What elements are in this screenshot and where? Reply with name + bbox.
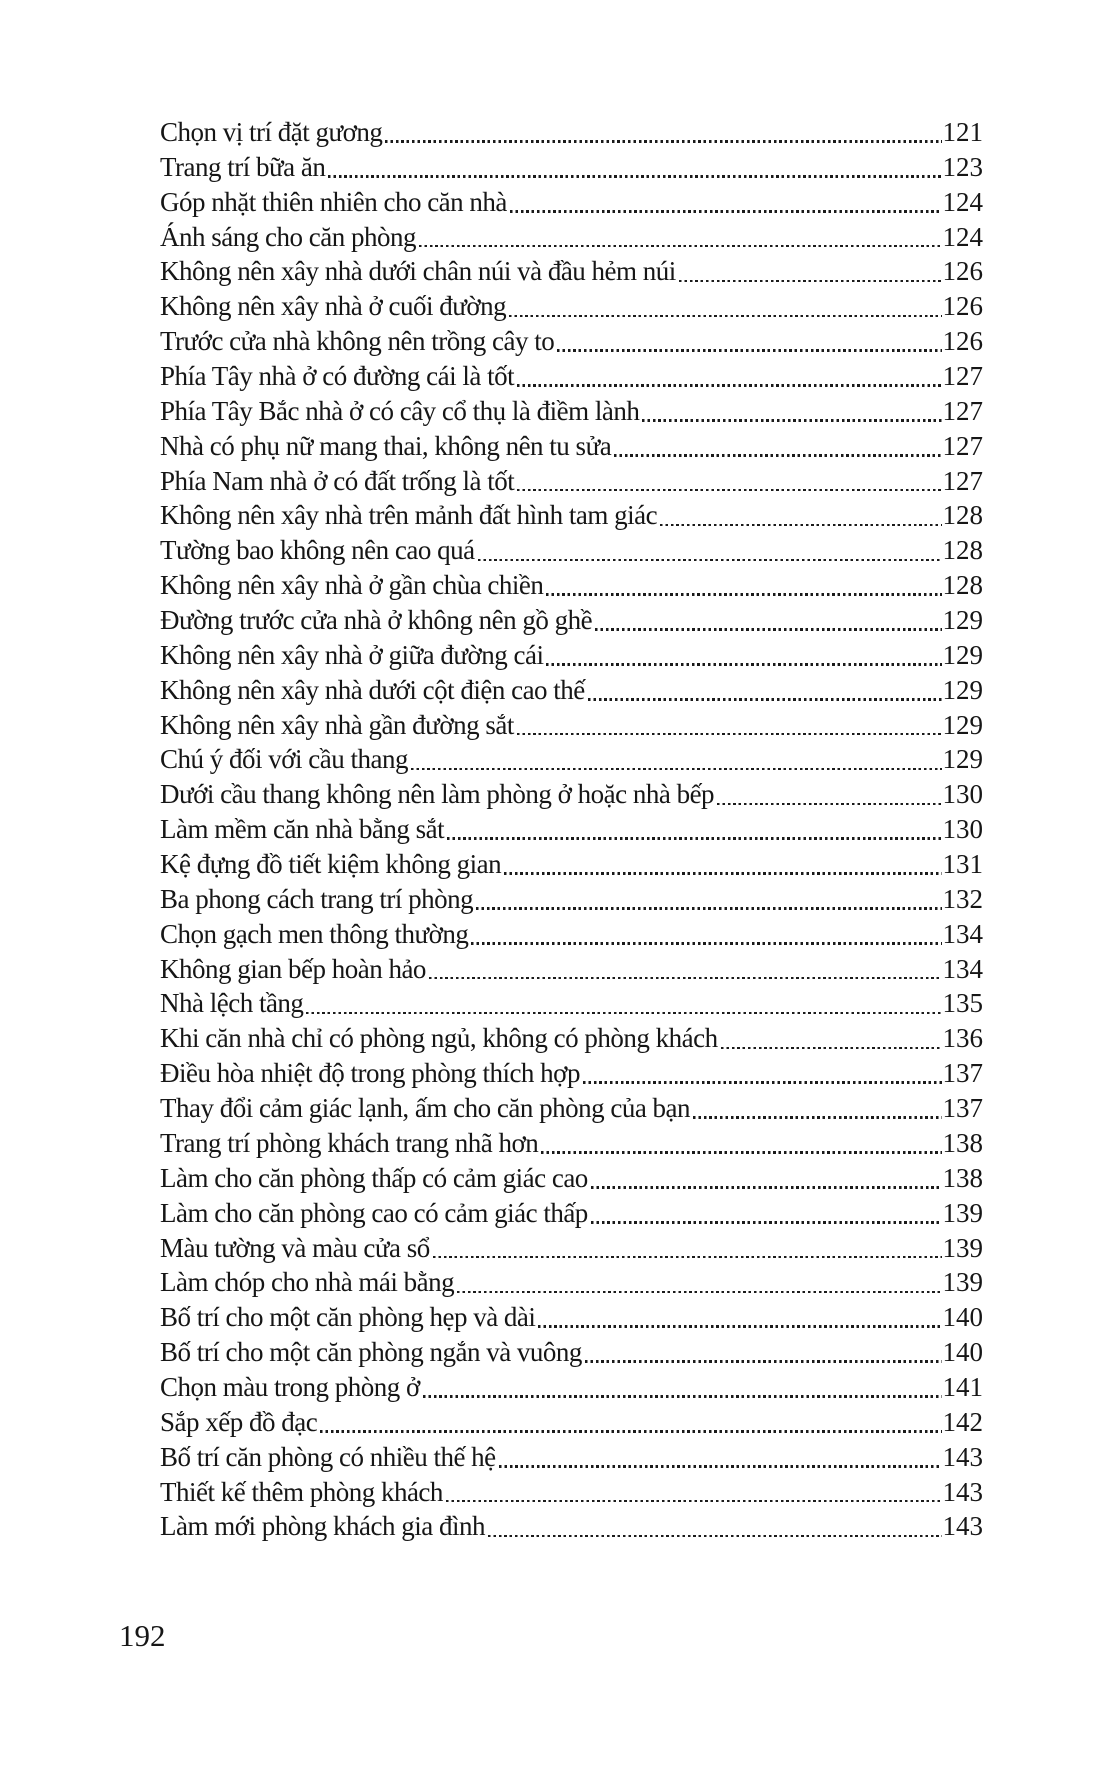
toc-entry-page: 132 [942,883,983,914]
toc-entry [160,568,983,603]
toc-list [160,115,983,1544]
toc-entry [160,742,983,777]
toc-entry-page: 136 [942,1023,983,1054]
toc-entry-title: Chú ý đối với cầu thang [160,744,408,775]
toc-entry-title: Làm mới phòng khách gia đình [160,1511,485,1542]
toc-entry [160,254,983,289]
toc-entry-page: 143 [942,1511,983,1542]
toc-entry-title: Trang trí phòng khách trang nhã hơn [160,1127,539,1158]
dot-leader [320,1405,941,1440]
dot-leader [446,1475,942,1510]
toc-entry-title: Đường trước cửa nhà ở không nên gồ ghề [160,605,593,636]
toc-entry [160,603,983,638]
toc-entry-page: 126 [942,256,983,287]
toc-entry-page: 139 [942,1232,983,1263]
toc-entry [160,1196,983,1231]
dot-leader [411,742,942,777]
toc-entry-page: 126 [942,326,983,357]
toc-entry-page: 127 [942,430,983,461]
toc-entry-title: Ba phong cách trang trí phòng [160,883,474,914]
toc-entry-page: 124 [942,221,983,252]
toc-entry-page: 127 [942,361,983,392]
toc-entry-page: 129 [942,709,983,740]
toc-entry-page: 127 [942,465,983,496]
toc-entry [160,882,983,917]
toc-entry-page: 129 [942,674,983,705]
toc-entry-page: 142 [942,1406,983,1437]
toc-entry-page: 134 [942,918,983,949]
toc-entry [160,324,983,359]
dot-leader [614,429,941,464]
dot-leader [660,498,941,533]
toc-entry-page: 143 [942,1476,983,1507]
toc-entry-title: Làm cho căn phòng cao có cảm giác thấp [160,1197,588,1228]
toc-entry [160,359,983,394]
toc-entry [160,498,983,533]
toc-entry [160,986,983,1021]
dot-leader [478,533,942,568]
toc-entry-page: 140 [942,1337,983,1368]
dot-leader [499,1440,942,1475]
dot-leader [429,952,942,987]
toc-entry-page: 131 [942,849,983,880]
toc-entry-title: Làm cho căn phòng thấp có cảm giác cao [160,1162,588,1193]
toc-entry-title: Phía Tây Bắc nhà ở có cây cổ thụ là điềm lành [160,395,640,426]
dot-leader [419,220,942,255]
toc-entry-title: Thiết kế thêm phòng khách [160,1476,443,1507]
toc-entry-title: Không nên xây nhà gần đường sắt [160,709,514,740]
toc-entry-title: Góp nhặt thiên nhiên cho căn nhà [160,186,507,217]
toc-entry-title: Phía Nam nhà ở có đất trống là tốt [160,465,515,496]
toc-entry-page: 140 [942,1302,983,1333]
toc-entry [160,917,983,952]
toc-entry-page: 135 [942,988,983,1019]
toc-entry-title: Thay đổi cảm giác lạnh, ấm cho căn phòng của bạn [160,1093,691,1124]
toc-entry-page: 130 [942,779,983,810]
toc-entry [160,1056,983,1091]
dot-leader [510,185,942,220]
toc-entry [160,673,983,708]
dot-leader [476,882,941,917]
dot-leader [642,394,941,429]
toc-entry-page: 137 [942,1058,983,1089]
dot-leader [546,568,941,603]
toc-entry [160,1509,983,1544]
toc-entry-page: 123 [942,151,983,182]
toc-entry [160,429,983,464]
dot-leader [457,1265,941,1300]
toc-entry-title: Nhà có phụ nữ mang thai, không nên tu sửa [160,430,612,461]
toc-entry-title: Làm chóp cho nhà mái bằng [160,1267,455,1298]
dot-leader [693,1091,941,1126]
toc-entry-title: Không nên xây nhà dưới cột điện cao thế [160,674,585,705]
toc-entry-title: Chọn gạch men thông thường [160,918,469,949]
toc-entry-page: 121 [942,117,983,147]
dot-leader [546,638,941,673]
toc-entry-page: 139 [942,1267,983,1298]
toc-entry-title: Dưới cầu thang không nên làm phòng ở hoặc nhà bếp [160,779,715,810]
dot-leader [538,1300,941,1335]
toc-entry [160,1021,983,1056]
toc-entry [160,812,983,847]
toc-entry-page: 128 [942,570,983,601]
toc-entry [160,1440,983,1475]
toc-entry-page: 137 [942,1093,983,1124]
toc-entry-title: Kệ đựng đồ tiết kiệm không gian [160,849,502,880]
dot-leader [591,1196,942,1231]
toc-entry-page: 126 [942,291,983,322]
toc-entry [160,1091,983,1126]
toc-entry [160,1231,983,1266]
toc-entry-title: Không nên xây nhà trên mảnh đất hình tam giác [160,500,658,531]
dot-leader [433,1231,942,1266]
toc-entry [160,1126,983,1161]
dot-leader [423,1370,942,1405]
toc-entry-page: 138 [942,1127,983,1158]
toc-entry [160,150,983,185]
toc-entry-title: Phía Tây nhà ở có đường cái là tốt [160,361,515,392]
toc-entry-title: Làm mềm căn nhà bằng sắt [160,814,445,845]
toc-entry [160,185,983,220]
dot-leader [504,847,941,882]
toc-entry-page: 127 [942,395,983,426]
toc-entry [160,533,983,568]
toc-entry-title: Trang trí bữa ăn [160,151,326,182]
toc-entry [160,1475,983,1510]
toc-entry-title: Trước cửa nhà không nên trồng cây to [160,326,555,357]
toc-entry [160,777,983,812]
toc-entry-title: Không nên xây nhà ở cuối đường [160,291,507,322]
toc-entry-title: Nhà lệch tầng [160,988,304,1019]
toc-entry-page: 134 [942,953,983,984]
toc-entry-page: 124 [942,186,983,217]
toc-entry-title: Chọn vị trí đặt gương [160,117,383,147]
dot-leader [679,254,942,289]
dot-leader [557,324,941,359]
dot-leader [583,1056,942,1091]
toc-entry-title: Không gian bếp hoàn hảo [160,953,426,984]
toc-entry-page: 141 [942,1371,983,1402]
toc-entry-title: Bố trí cho một căn phòng hẹp và dài [160,1302,536,1333]
toc-entry-page: 130 [942,814,983,845]
toc-entry [160,1265,983,1300]
toc-entry-page: 143 [942,1441,983,1472]
dot-leader [541,1126,941,1161]
dot-leader [385,115,941,150]
toc-entry-title: Khi căn nhà chỉ có phòng ngủ, không có phòng khách [160,1023,718,1054]
toc-entry-title: Không nên xây nhà dưới chân núi và đầu hẻm núi [160,256,676,287]
toc-entry [160,1370,983,1405]
dot-leader [517,464,941,499]
toc-entry-page: 129 [942,605,983,636]
page-number: 192 [119,1618,166,1653]
toc-entry [160,394,983,429]
dot-leader [717,777,941,812]
toc-entry-title: Điều hòa nhiệt độ trong phòng thích hợp [160,1058,580,1089]
dot-leader [328,150,941,185]
toc-entry [160,952,983,987]
toc-entry-title: Không nên xây nhà ở giữa đường cái [160,639,544,670]
toc-entry-title: Bố trí căn phòng có nhiều thế hệ [160,1441,496,1472]
dot-leader [721,1021,942,1056]
dot-leader [447,812,941,847]
dot-leader [306,986,941,1021]
toc-entry [160,115,983,150]
toc-entry-title: Chọn màu trong phòng ở [160,1371,420,1402]
toc-entry [160,1161,983,1196]
dot-leader [585,1335,942,1370]
toc-entry-page: 129 [942,639,983,670]
toc-entry [160,847,983,882]
toc-entry-page: 139 [942,1197,983,1228]
toc-entry [160,1335,983,1370]
dot-leader [488,1509,942,1544]
toc-entry-page: 128 [942,500,983,531]
toc-entry-title: Màu tường và màu cửa sổ [160,1232,430,1263]
dot-leader [595,603,941,638]
toc-entry [160,1300,983,1335]
dot-leader [588,673,942,708]
dot-leader [517,359,941,394]
dot-leader [509,289,941,324]
toc-entry [160,289,983,324]
toc-entry [160,638,983,673]
toc-entry-title: Sắp xếp đồ đạc [160,1406,318,1437]
toc-entry-title: Ánh sáng cho căn phòng [160,221,416,252]
toc-entry-title: Tường bao không nên cao quá [160,535,475,566]
dot-leader [471,917,941,952]
toc-entry-page: 138 [942,1162,983,1193]
toc-entry [160,1405,983,1440]
toc-entry-page: 128 [942,535,983,566]
toc-entry [160,708,983,743]
dot-leader [591,1161,942,1196]
toc-entry-title: Bố trí cho một căn phòng ngắn và vuông [160,1337,582,1368]
dot-leader [517,708,942,743]
toc-entry [160,220,983,255]
toc-entry-title: Không nên xây nhà ở gần chùa chiền [160,570,544,601]
toc-entry-page: 129 [942,744,983,775]
toc-entry [160,464,983,499]
